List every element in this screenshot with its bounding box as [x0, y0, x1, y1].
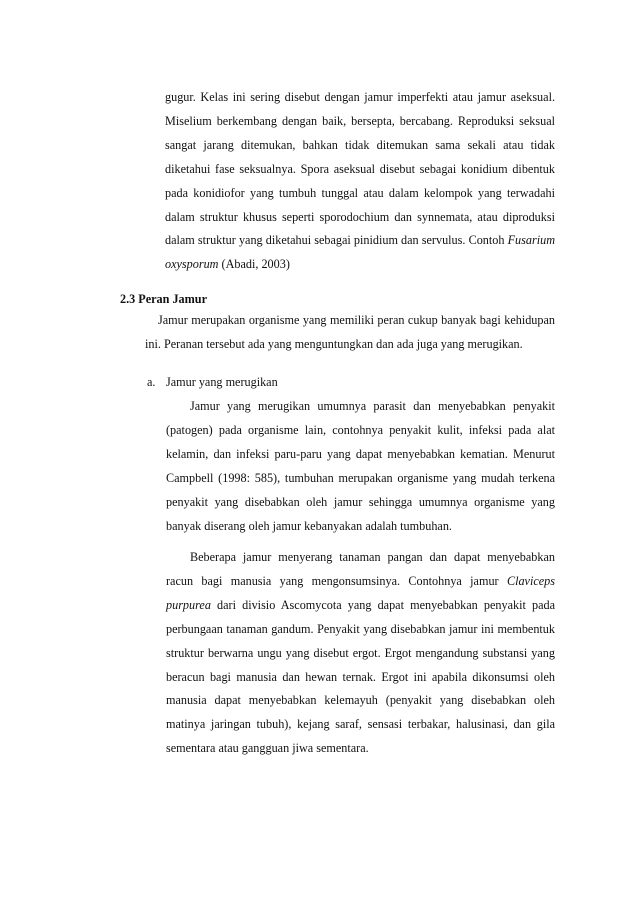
subsection-title: Jamur yang merugikan: [166, 375, 278, 389]
citation: (Abadi, 2003): [218, 257, 290, 272]
paragraph-jamur-merugikan: [166, 395, 555, 538]
paragraph-text: Jamur yang merugikan umumnya parasit dan menyebabkan penyakit (patogen) pada organisme lain, contohnya penyakit kulit, infeksi pada alat kelamin, dan infeksi paru-paru yang dapat menyebabkan kematian. Menurut Campbell (1998: 585), tumbuhan merupakan organisme yang mudah terkena penyakit yang disebabkan oleh jamur sehingga umumnya organisme yang banyak diserang oleh jamur kebanyakan adalah tumbuhan.: [166, 399, 555, 533]
paragraph-text: [166, 546, 555, 761]
text-run: gugur. Kelas ini sering disebut dengan jamur imperfekti atau jamur aseksual. Miselium berkembang dengan baik, bersepta, bercabang. Reproduksi seksual sangat jarang ditemukan, bahkan tidak ditemukan sama sekali atau tidak diketahui fase seksualnya. Spora aseksual disebut sebagai konidium dibentuk pada konidiofor yang tumbuh tunggal atau dalam kelompok yang terwadahi dalam struktur khusus seperti sporodochium dan synnemata, atau diproduksi dalam struktur yang diketahui sebagai pinidium dan servulus. Contoh: [165, 90, 555, 248]
text-run: Beberapa jamur menyerang tanaman pangan dan dapat menyebabkan racun bagi manusia yang mengonsumsinya. Contohnya jamur: [166, 550, 555, 588]
subsection-heading: [147, 371, 278, 395]
paragraph-deuteromycota-description: [165, 86, 555, 277]
text-run: dari divisio Ascomycota yang dapat menyebabkan penyakit pada perbungaan tanaman gandum. Penyakit yang disebabkan jamur ini membentuk struktur berwarna ungu yang disebut ergot. Ergot mengandung substansi yang beracun bagi manusia dan hewan ternak. Ergot ini apabila dikonsumsi oleh manusia dapat menyebabkan kelemayuh (penyakit yang disebabkan oleh matinya jaringan tubuh), kejang saraf, sensasi terbakar, halusinasi, dan gila sementara atau gangguan jiwa sementara.: [166, 597, 555, 756]
paragraph-claviceps: [166, 546, 555, 761]
species-name: Fusarium oxysporum: [165, 233, 555, 272]
paragraph-peran-intro: [145, 309, 555, 357]
paragraph-text: Jamur merupakan organisme yang memiliki peran cukup banyak bagi kehidupan ini. Peranan tersebut ada yang menguntungkan dan ada juga yang merugikan.: [145, 313, 555, 351]
paragraph-text: [165, 86, 555, 277]
list-marker: a.: [147, 375, 156, 389]
section-heading: 2.3 Peran Jamur: [120, 292, 207, 306]
species-name: Claviceps purpurea: [166, 573, 555, 612]
